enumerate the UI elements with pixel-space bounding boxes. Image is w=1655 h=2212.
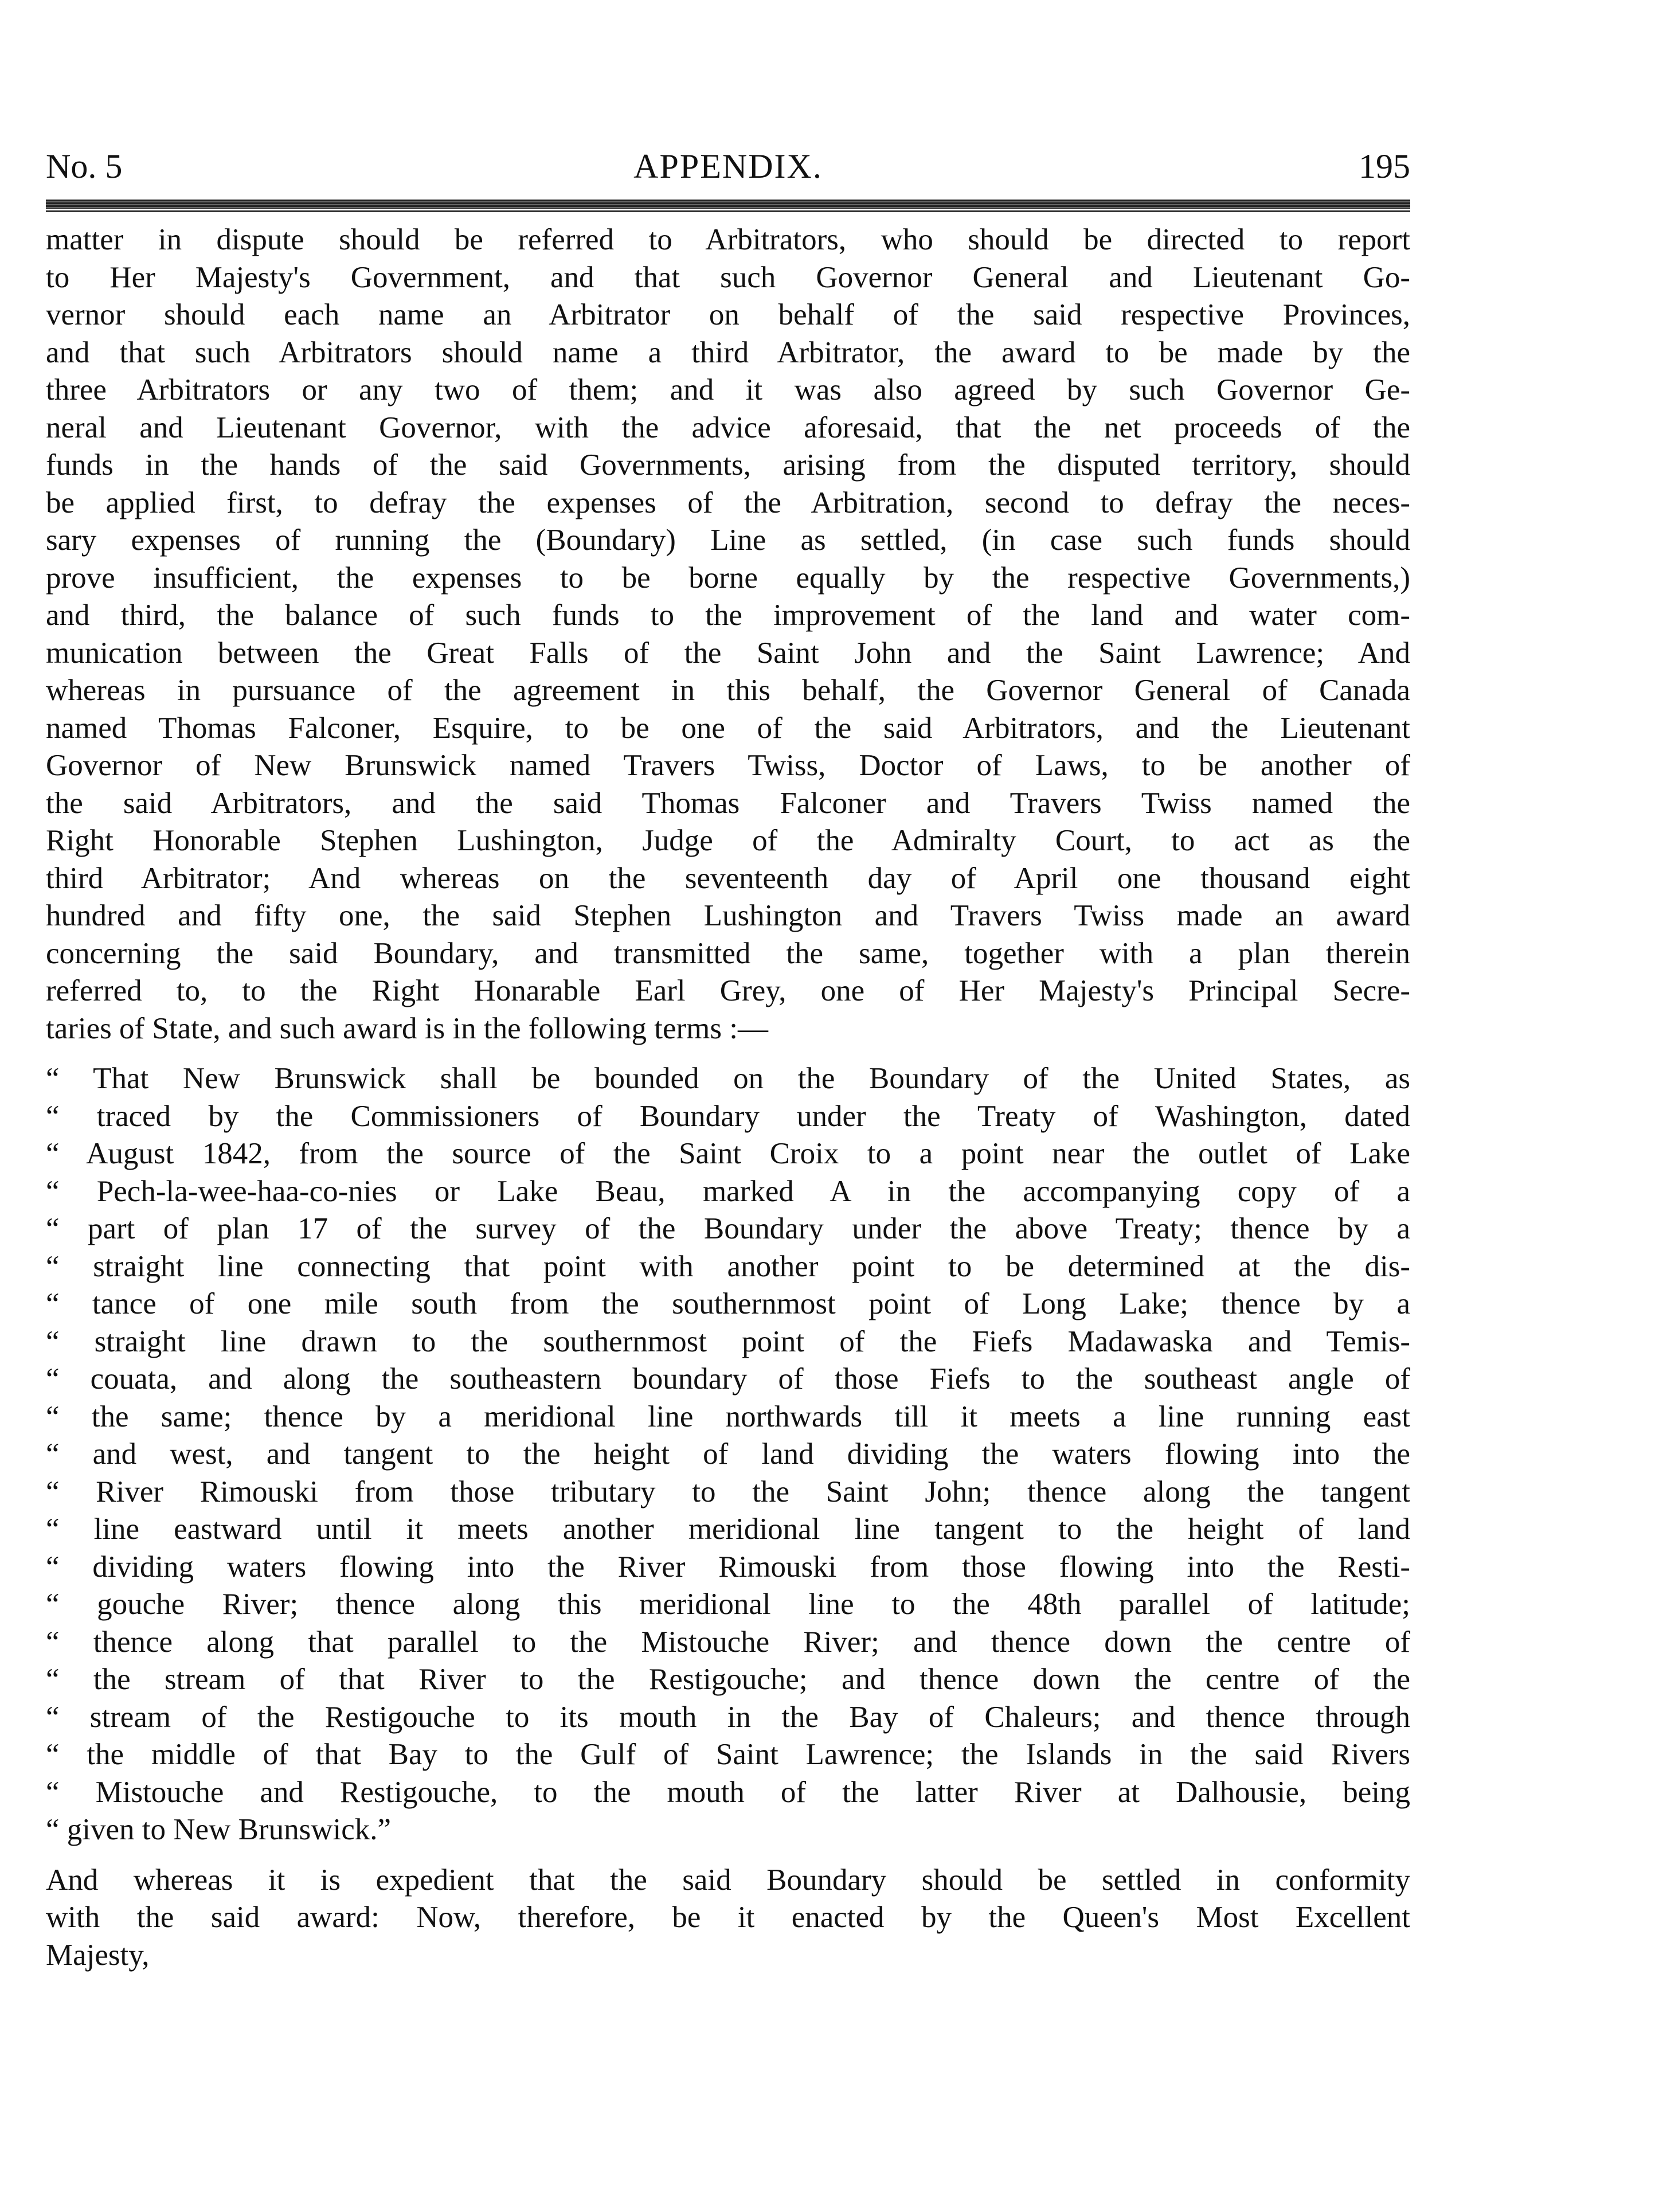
header-rule-thin bbox=[46, 210, 1410, 212]
text-line: “ the middle of that Bay to the Gulf of Saint Lawrence; the Islands in the said Rivers bbox=[46, 1738, 1410, 1771]
text-line: with the said award: Now, therefore, be it enacted by the Queen's Most Excellent bbox=[46, 1901, 1410, 1934]
text-line: “ traced by the Commissioners of Boundary under the Treaty of Washington, dated bbox=[46, 1099, 1410, 1133]
text-line: matter in dispute should be referred to Arbitrators, who should be directed to report bbox=[46, 223, 1410, 256]
text-line: hundred and fifty one, the said Stephen Lushington and Travers Twiss made an award bbox=[46, 899, 1410, 932]
text-line: funds in the hands of the said Governments, arising from the disputed territory, should bbox=[46, 448, 1410, 482]
text-line: Governor of New Brunswick named Travers Twiss, Doctor of Laws, to be another of bbox=[46, 749, 1410, 782]
text-line: concerning the said Boundary, and transmitted the same, together with a plan therein bbox=[46, 936, 1410, 970]
text-line: “ River Rimouski from those tributary to the Saint John; thence along the tangent bbox=[46, 1475, 1410, 1508]
paragraph-preamble bbox=[46, 221, 1410, 1048]
text-line: be applied first, to defray the expenses of the Arbitration, second to defray the neces- bbox=[46, 486, 1410, 519]
text-line: neral and Lieutenant Governor, with the advice aforesaid, that the net proceeds of the bbox=[46, 411, 1410, 444]
text-line: “ Pech-la-wee-haa-co-nies or Lake Beau, marked A in the accompanying copy of a bbox=[46, 1174, 1410, 1208]
text-line: sary expenses of running the (Boundary) Line as settled, (in case such funds should bbox=[46, 523, 1410, 557]
text-line: “ the stream of that River to the Restigouche; and thence down the centre of the bbox=[46, 1663, 1410, 1696]
text-line: whereas in pursuance of the agreement in this behalf, the Governor General of Canada bbox=[46, 674, 1410, 707]
text-line: “ That New Brunswick shall be bounded on the Boundary of the United States, as bbox=[46, 1062, 1410, 1095]
text-line: and third, the balance of such funds to the improvement of the land and water com- bbox=[46, 599, 1410, 632]
header-rule bbox=[46, 200, 1410, 209]
text-line: “ gouche River; thence along this meridional line to the 48th parallel of latitude; bbox=[46, 1588, 1410, 1621]
appendix-number: No. 5 bbox=[46, 147, 123, 185]
text-line: named Thomas Falconer, Esquire, to be one of the said Arbitrators, and the Lieutenant bbox=[46, 711, 1410, 745]
text-line: “ part of plan 17 of the survey of the Boundary under the above Treaty; thence by a bbox=[46, 1212, 1410, 1245]
catchword: Majesty, bbox=[46, 1938, 150, 1972]
text-line: prove insufficient, the expenses to be borne equally by the respective Governments,) bbox=[46, 561, 1410, 595]
text-line: referred to, to the Right Honarable Earl Grey, one of Her Majesty's Principal Secre- bbox=[46, 974, 1410, 1007]
document-page bbox=[46, 143, 1410, 1974]
text-line: “ thence along that parallel to the Mistouche River; and thence down the centre of bbox=[46, 1625, 1410, 1659]
text-line: “ line eastward until it meets another meridional line tangent to the height of land bbox=[46, 1513, 1410, 1546]
text-line: munication between the Great Falls of the Saint John and the Saint Lawrence; And bbox=[46, 636, 1410, 670]
paragraph-award-quote bbox=[46, 1060, 1410, 1849]
text-line: third Arbitrator; And whereas on the seventeenth day of April one thousand eight bbox=[46, 861, 1410, 895]
text-line: “ Mistouche and Restigouche, to the mouth of the latter River at Dalhousie, being bbox=[46, 1775, 1410, 1809]
text-line: and that such Arbitrators should name a third Arbitrator, the award to be made by the bbox=[46, 335, 1410, 369]
text-line: vernor should each name an Arbitrator on behalf of the said respective Provinces, bbox=[46, 298, 1410, 331]
text-line: “ and west, and tangent to the height of land dividing the waters flowing into the bbox=[46, 1437, 1410, 1471]
text-line: “ dividing waters flowing into the River Rimouski from those flowing into the Resti- bbox=[46, 1550, 1410, 1584]
text-line: “ the same; thence by a meridional line northwards till it meets a line running east bbox=[46, 1400, 1410, 1433]
text-line: “ given to New Brunswick.” bbox=[46, 1813, 391, 1846]
text-line: taries of State, and such award is in the following terms :— bbox=[46, 1011, 768, 1045]
paragraph-enactment bbox=[46, 1862, 1410, 1975]
text-line: “ tance of one mile south from the southernmost point of Long Lake; thence by a bbox=[46, 1287, 1410, 1320]
text-line: And whereas it is expedient that the said Boundary should be settled in conformity bbox=[46, 1863, 1410, 1897]
text-line: “ couata, and along the southeastern boundary of those Fiefs to the southeast angle of bbox=[46, 1362, 1410, 1396]
text-line: “ August 1842, from the source of the Saint Croix to a point near the outlet of Lake bbox=[46, 1137, 1410, 1170]
text-line: the said Arbitrators, and the said Thomas Falconer and Travers Twiss named the bbox=[46, 786, 1410, 820]
text-line: to Her Majesty's Government, and that such Governor General and Lieutenant Go- bbox=[46, 260, 1410, 294]
text-line: Right Honorable Stephen Lushington, Judge of the Admiralty Court, to act as the bbox=[46, 824, 1410, 857]
text-line: “ straight line connecting that point with another point to be determined at the dis- bbox=[46, 1249, 1410, 1283]
text-line: “ stream of the Restigouche to its mouth in the Bay of Chaleurs; and thence through bbox=[46, 1700, 1410, 1734]
page-header bbox=[46, 143, 1410, 189]
text-line: “ straight line drawn to the southernmost point of the Fiefs Madawaska and Temis- bbox=[46, 1324, 1410, 1358]
page-number: 195 bbox=[1359, 147, 1410, 185]
running-title: APPENDIX. bbox=[633, 147, 823, 185]
text-line: three Arbitrators or any two of them; and it was also agreed by such Governor Ge- bbox=[46, 373, 1410, 407]
